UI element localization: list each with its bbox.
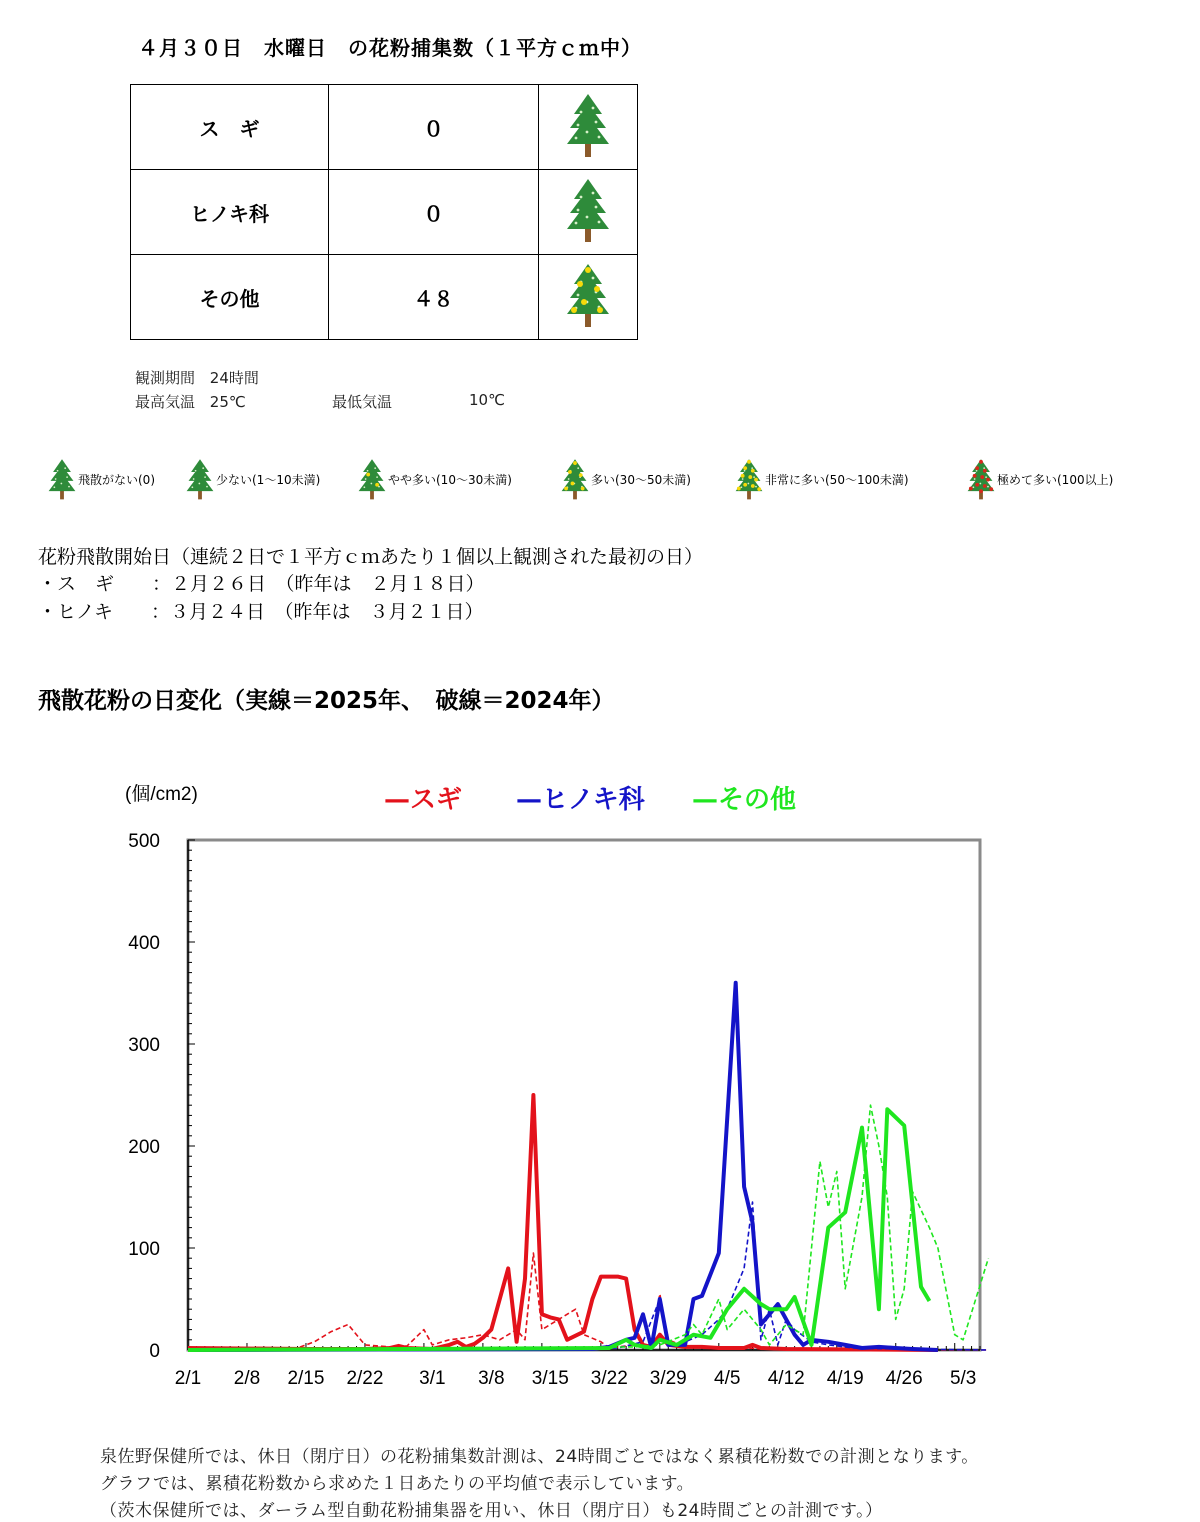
min-temp-label: 最低気温 <box>332 393 393 411</box>
y-tick-label: 400 <box>128 933 160 954</box>
chart-legend-entry: —スギ <box>384 785 463 815</box>
x-tick-label: 3/29 <box>649 1368 687 1389</box>
y-tick-label: 300 <box>128 1035 160 1056</box>
max-temp-label: 最高気温 <box>135 393 196 411</box>
x-tick-label: 2/1 <box>174 1368 202 1389</box>
x-tick-label: 2/15 <box>287 1368 325 1389</box>
level-legend-item <box>48 458 155 500</box>
x-tick-label: 2/22 <box>346 1368 384 1389</box>
pollen-count-value: ０ <box>329 85 539 170</box>
x-tick-label: 3/1 <box>419 1368 446 1389</box>
pollen-count-value: ０ <box>329 170 539 255</box>
note-line: 泉佐野保健所では、休日（閉庁日）の花粉捕集数計測は、24時間ごとではなく累積花粉数での計測となります。 <box>100 1447 979 1467</box>
level-legend-item <box>735 458 909 500</box>
tree-icon <box>735 458 763 500</box>
pollen-type-label: ヒノキ科 <box>131 170 329 255</box>
observation-period-value: 24時間 <box>209 369 259 387</box>
y-tick-label: 0 <box>149 1341 160 1362</box>
chart-heading: 飛散花粉の日変化（実線＝2025年、 破線＝2024年） <box>38 688 615 714</box>
y-axis-label: (個/cm2) <box>125 784 198 805</box>
chart-legend-entry: —ヒノキ科 <box>516 785 645 815</box>
min-temp-value: 10℃ <box>469 391 505 409</box>
chart-legend-entry: —その他 <box>692 785 797 815</box>
tree-level-icon <box>539 85 638 170</box>
x-tick-label: 3/22 <box>590 1368 628 1389</box>
temperature-info <box>135 391 505 412</box>
tree-level-icon <box>539 255 638 340</box>
note-line: （茨木保健所では、ダーラム型自動花粉捕集器を用い、休日（閉庁日）も24時間ごとの計測です。） <box>100 1501 883 1521</box>
max-temp-value: 25℃ <box>209 393 246 411</box>
x-tick-label: 4/12 <box>767 1368 805 1389</box>
observation-period-label: 観測期間 <box>135 369 196 387</box>
x-tick-label: 3/15 <box>531 1368 569 1389</box>
level-legend-item <box>186 458 320 500</box>
start-date-sugi: ・ス ギ ：２月２６日 （昨年は ２月１８日） <box>38 573 485 595</box>
level-legend-label: 飛散がない(0) <box>78 472 155 487</box>
tree-icon <box>48 458 76 500</box>
level-legend-item <box>561 458 691 500</box>
x-tick-label: 4/5 <box>714 1368 741 1389</box>
x-tick-label: 4/19 <box>826 1368 864 1389</box>
table-row <box>131 255 638 340</box>
plot-area <box>188 840 980 1350</box>
pollen-line-chart <box>0 760 1200 1400</box>
x-tick-label: 3/8 <box>478 1368 505 1389</box>
level-legend-label: 少ない(1～10未満) <box>216 472 321 487</box>
y-tick-label: 100 <box>128 1239 160 1260</box>
level-legend-item <box>358 458 512 500</box>
table-row <box>131 85 638 170</box>
pollen-count-table <box>130 84 638 340</box>
y-tick-label: 200 <box>128 1137 160 1158</box>
observation-period <box>135 367 259 388</box>
level-legend-label: やや多い(10～30未満) <box>388 472 512 487</box>
table-row <box>131 170 638 255</box>
start-date-heading: 花粉飛散開始日（連続２日で１平方ｃｍあたり１個以上観測された最初の日） <box>38 546 704 568</box>
pollen-type-label: ス ギ <box>131 85 329 170</box>
note-line: グラフでは、累積花粉数から求めた１日あたりの平均値で表示しています。 <box>100 1474 695 1494</box>
level-legend-label: 多い(30～50未満) <box>591 472 691 487</box>
tree-icon <box>561 458 589 500</box>
start-date-hinoki: ・ヒノキ ：３月２４日 （昨年は ３月２１日） <box>38 601 484 623</box>
pollen-count-value: ４８ <box>329 255 539 340</box>
tree-icon <box>967 458 995 500</box>
level-legend-item <box>967 458 1113 500</box>
tree-icon <box>186 458 214 500</box>
level-legend-label: 極めて多い(100以上) <box>997 472 1114 487</box>
tree-level-icon <box>539 170 638 255</box>
x-tick-label: 2/8 <box>233 1368 261 1389</box>
level-legend-label: 非常に多い(50～100未満) <box>765 472 909 487</box>
x-tick-label: 5/3 <box>949 1368 977 1389</box>
y-tick-label: 500 <box>128 831 160 852</box>
pollen-type-label: その他 <box>131 255 329 340</box>
page-title: ４月３０日 水曜日 の花粉捕集数（１平方ｃｍ中） <box>138 36 642 60</box>
tree-icon <box>358 458 386 500</box>
x-tick-label: 4/26 <box>885 1368 923 1389</box>
